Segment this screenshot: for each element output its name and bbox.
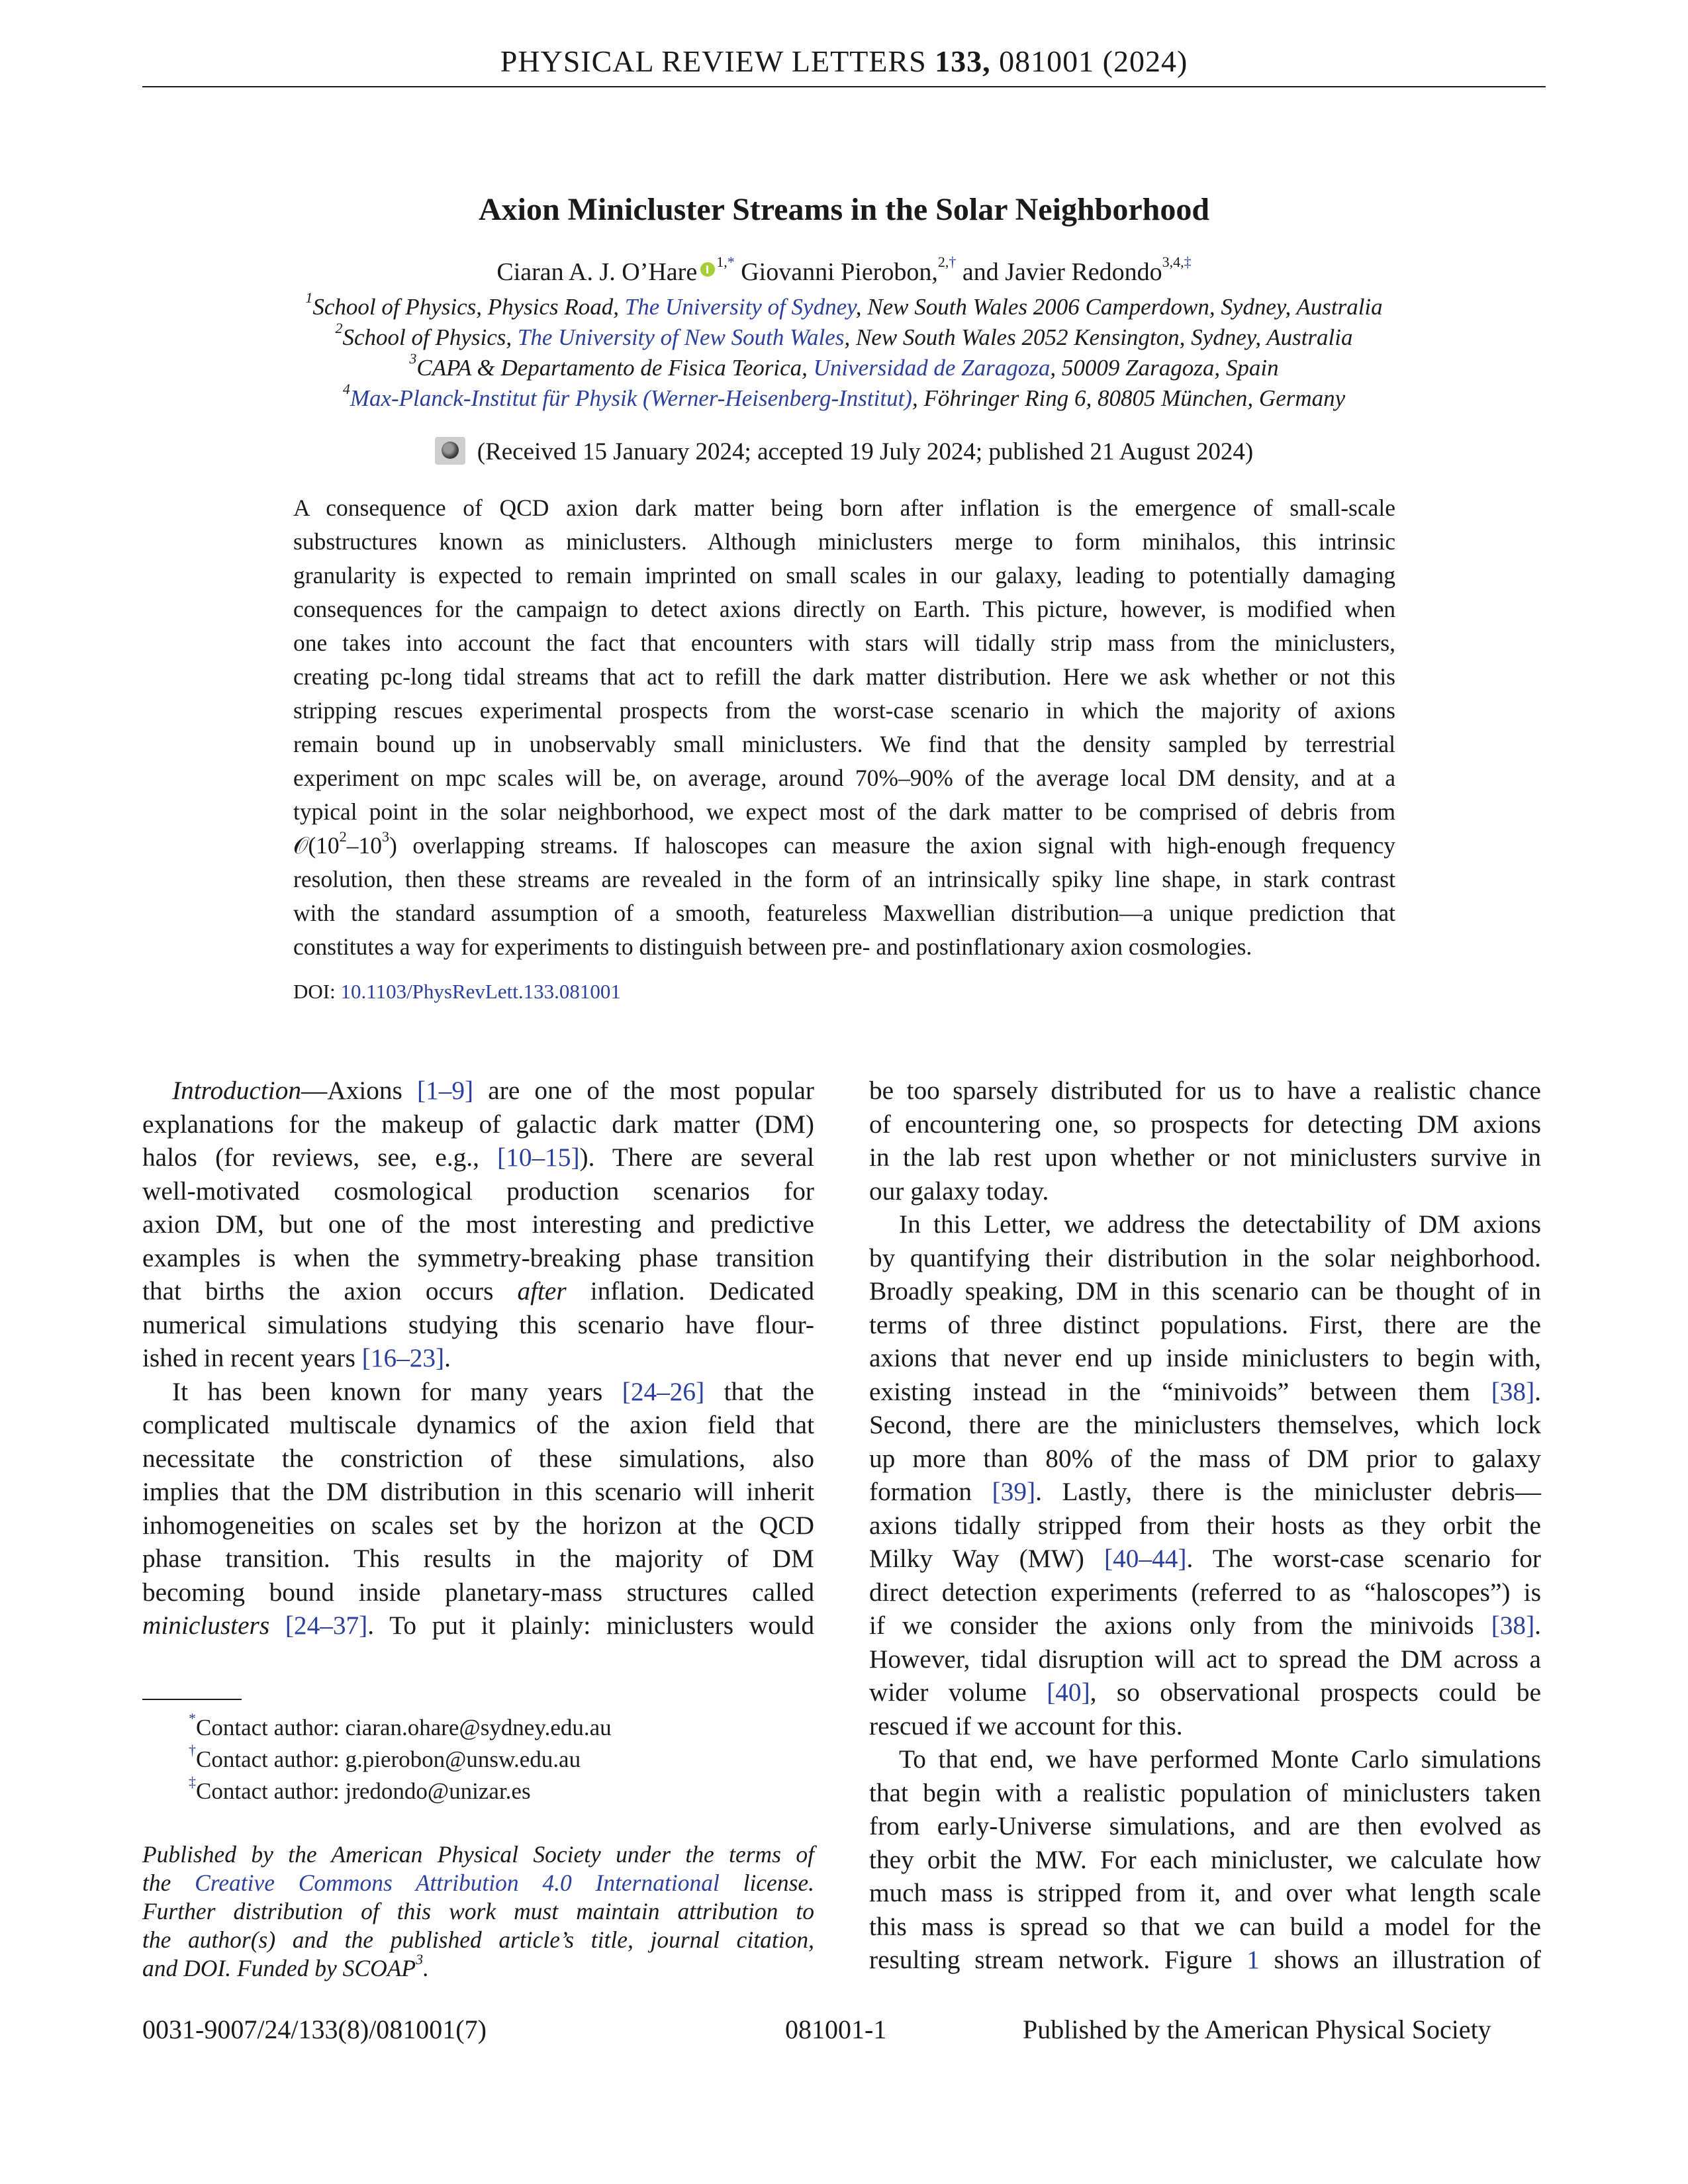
dates-text: (Received 15 January 2024; accepted 19 July 2024; published 21 August 2024) xyxy=(477,438,1254,465)
journal-header xyxy=(142,44,1546,79)
body-text: . Lastly, there is the minicluster debris— xyxy=(1035,1477,1541,1506)
affiliation-text: School of Physics, xyxy=(342,324,512,350)
emphasis: miniclusters xyxy=(142,1611,270,1640)
citation-link[interactable]: [16–23] xyxy=(361,1343,445,1372)
abstract-line: remain bound up in unobservably small miniclusters. We find that the density sampled by terrestrial xyxy=(293,731,1395,757)
body-line xyxy=(142,1609,814,1642)
footnote-mark: ‡ xyxy=(189,1774,196,1790)
section-heading: Introduction xyxy=(172,1076,302,1105)
abstract-line xyxy=(293,829,1395,863)
author-name: Ciaran A. J. O’Hare xyxy=(496,258,698,286)
body-line: up more than 80% of the mass of DM prior to galaxy xyxy=(869,1443,1541,1473)
author-affil-sup: 1, xyxy=(716,254,727,270)
body-line xyxy=(142,1141,814,1174)
body-text: . xyxy=(1534,1376,1541,1406)
body-text: wider volume xyxy=(869,1678,1027,1707)
math-text: 𝒪(10 xyxy=(293,832,340,859)
affiliation-number: 3 xyxy=(409,350,417,367)
citation-link[interactable]: [38] xyxy=(1491,1376,1535,1406)
affiliation-link[interactable]: Max-Planck-Institut für Physik (Werner-Heisenberg-Institut) xyxy=(350,385,912,411)
body-line: To that end, we have performed Monte Carlo simulations xyxy=(899,1744,1541,1774)
footer-publisher: Published by the American Physical Society xyxy=(1023,2015,1491,2044)
license-link[interactable]: Creative Commons Attribution 4.0 International xyxy=(195,1870,720,1896)
author-footnote-link[interactable]: † xyxy=(949,254,957,270)
body-line: examples is when the symmetry-breaking phase transition xyxy=(142,1243,814,1272)
body-text: formation xyxy=(869,1477,972,1506)
header-rule xyxy=(142,86,1546,87)
body-line: by quantifying their distribution in the solar neighborhood. xyxy=(869,1243,1541,1272)
body-line: from early-Universe simulations, and are then evolved as xyxy=(869,1811,1541,1840)
author-footnote-link[interactable]: ‡ xyxy=(1184,254,1192,270)
body-text: . xyxy=(444,1343,451,1372)
body-line xyxy=(142,1341,814,1375)
body-text: . To put it plainly: miniclusters would xyxy=(367,1611,814,1640)
body-line xyxy=(142,1074,814,1108)
body-line: they orbit the MW. For each minicluster, we calculate how xyxy=(869,1844,1541,1874)
body-text: —Axions xyxy=(301,1076,402,1105)
author-footnote-link[interactable]: * xyxy=(727,254,735,270)
affiliation-link[interactable]: Universidad de Zaragoza xyxy=(813,355,1051,381)
body-text: , so observational prospects could be xyxy=(1090,1678,1542,1707)
footnote-mark: * xyxy=(189,1710,196,1727)
footnote-mark: † xyxy=(189,1742,196,1758)
doi-link[interactable]: 10.1103/PhysRevLett.133.081001 xyxy=(340,980,621,1003)
abstract xyxy=(293,491,1395,964)
body-line xyxy=(869,1542,1541,1576)
math-text: –10 xyxy=(346,832,382,859)
footnote-text: Contact author: ciaran.ohare@sydney.edu.au xyxy=(196,1715,612,1740)
doi-label: DOI: xyxy=(293,980,336,1003)
body-text: are one of the most popular xyxy=(488,1076,814,1105)
affiliation-link[interactable]: The University of New South Wales xyxy=(517,324,845,350)
abstract-line: granularity is expected to remain imprinted on small scales in our galaxy, leading to potentially damaging xyxy=(293,562,1395,589)
body-line: inhomogeneities on scales set by the horizon at the QCD xyxy=(142,1510,814,1540)
affiliation-number: 4 xyxy=(342,381,350,397)
body-line xyxy=(869,1676,1541,1709)
article-title: Axion Minicluster Streams in the Solar Neighborhood xyxy=(478,192,1210,227)
body-line: Second, there are the miniclusters themselves, which lock xyxy=(869,1410,1541,1439)
body-text: existing instead in the “minivoids” between them xyxy=(869,1376,1470,1406)
body-line: of encountering one, so prospects for detecting DM axions xyxy=(869,1109,1541,1139)
footnote xyxy=(189,1742,581,1773)
body-line xyxy=(142,1375,814,1409)
abstract-line: experiment on mpc scales will be, on average, around 70%–90% of the average local DM density, and at a xyxy=(293,765,1395,791)
body-line: explanations for the makeup of galactic dark matter (DM) xyxy=(142,1109,814,1139)
affiliation-text: CAPA & Departamento de Fisica Teorica, xyxy=(416,355,808,381)
affiliation xyxy=(142,289,1546,320)
author-list xyxy=(142,254,1546,287)
body-line xyxy=(869,1375,1541,1409)
body-line: axion DM, but one of the most interesting and predictive xyxy=(142,1210,814,1239)
license-text: the xyxy=(142,1870,171,1896)
license-line: the author(s) and the published article’s title, journal citation, xyxy=(142,1926,814,1953)
affiliation xyxy=(142,320,1546,351)
abstract-line: consequences for the campaign to detect axions directly on Earth. This picture, however, is modified when xyxy=(293,596,1395,622)
footnote-text: Contact author: g.pierobon@unsw.edu.au xyxy=(196,1746,581,1772)
body-line: this mass is spread so that we can build a model for the xyxy=(869,1911,1541,1941)
figure-link[interactable]: 1 xyxy=(1246,1945,1260,1974)
abstract-line: substructures known as miniclusters. Although miniclusters merge to form minihalos, this intrinsic xyxy=(293,528,1395,555)
body-line: In this Letter, we address the detectability of DM axions xyxy=(899,1210,1541,1239)
license-line: Published by the American Physical Society under the terms of xyxy=(142,1841,814,1868)
body-text: that the xyxy=(724,1376,814,1406)
affiliation-text: , 50009 Zaragoza, Spain xyxy=(1050,355,1279,381)
emphasis: after xyxy=(517,1276,567,1306)
body-column-left xyxy=(142,1074,814,1642)
abstract-line: A consequence of QCD axion dark matter being born after inflation is the emergence of small-scale xyxy=(293,495,1395,521)
math-sup: 2 xyxy=(339,828,347,845)
body-line xyxy=(869,1475,1541,1509)
license-text: and DOI. Funded by SCOAP xyxy=(142,1955,416,1981)
body-line: However, tidal disruption will act to spread the DM across a xyxy=(869,1644,1541,1674)
license-line xyxy=(142,1869,814,1897)
body-line: well-motivated cosmological production scenarios for xyxy=(142,1176,814,1206)
journal-name: PHYSICAL REVIEW LETTERS xyxy=(500,44,927,78)
affiliation xyxy=(142,350,1546,381)
abstract-line: with the standard assumption of a smooth, featureless Maxwellian distribution—a unique prediction that xyxy=(293,900,1395,926)
body-line: direct detection experiments (referred to as “haloscopes”) is xyxy=(869,1577,1541,1607)
affiliation-text: School of Physics, Physics Road, xyxy=(312,294,620,320)
body-column-right xyxy=(869,1074,1541,1977)
body-text: inflation. Dedicated xyxy=(590,1276,814,1306)
citation-link[interactable]: [38] xyxy=(1491,1611,1535,1640)
license-text: . xyxy=(423,1955,429,1981)
orcid-icon[interactable] xyxy=(700,262,715,277)
body-line: our galaxy today. xyxy=(869,1176,1049,1206)
article-number-year: 081001 (2024) xyxy=(999,44,1188,78)
citation-link[interactable]: [40–44] xyxy=(1104,1544,1187,1573)
citation-link[interactable]: [24–37] xyxy=(285,1611,368,1640)
body-text: halos (for reviews, see, e.g., xyxy=(142,1143,479,1172)
body-line: axions that never end up inside miniclusters to begin with, xyxy=(869,1343,1541,1372)
math-sup: 3 xyxy=(381,828,389,845)
body-line: numerical simulations studying this scenario have flour- xyxy=(142,1309,814,1339)
doi xyxy=(293,980,621,1004)
abstract-line: constitutes a way for experiments to distinguish between pre- and postinflationary axion cosmologies. xyxy=(293,933,1252,960)
footnote-rule xyxy=(142,1699,242,1700)
body-line: be too sparsely distributed for us to have a realistic chance xyxy=(869,1076,1541,1105)
affiliation-text: , Föhringer Ring 6, 80805 München, Germany xyxy=(912,385,1346,411)
journal-volume: 133, xyxy=(935,44,991,78)
body-text: It has been known for many years xyxy=(172,1376,603,1406)
body-line xyxy=(869,1943,1541,1977)
body-line: that begin with a realistic population of miniclusters taken xyxy=(869,1778,1541,1807)
body-text: . The worst-case scenario for xyxy=(1186,1544,1542,1573)
citation-link[interactable]: [40] xyxy=(1047,1678,1090,1707)
citation-link[interactable]: [10–15] xyxy=(497,1143,580,1172)
author-name: Giovanni Pierobon, xyxy=(741,258,938,286)
body-text: Milky Way (MW) xyxy=(869,1544,1084,1573)
body-line: complicated multiscale dynamics of the axion field that xyxy=(142,1410,814,1439)
body-line: Broadly speaking, DM in this scenario can be thought of in xyxy=(869,1276,1541,1306)
affiliation-text: , New South Wales 2052 Kensington, Sydney, Australia xyxy=(844,324,1353,350)
author-affil-sup: 2, xyxy=(937,254,949,270)
citation-link[interactable]: [1–9] xyxy=(417,1076,474,1105)
footer-issn: 0031-9007/24/133(8)/081001(7) xyxy=(142,2015,487,2044)
affiliation xyxy=(142,381,1546,412)
body-text: shows an illustration of xyxy=(1274,1945,1541,1974)
affiliation-number: 2 xyxy=(335,320,343,336)
body-line: phase transition. This results in the majority of DM xyxy=(142,1544,814,1573)
license-text: license. xyxy=(743,1870,815,1896)
body-line: rescued if we account for this. xyxy=(869,1711,1183,1740)
publication-dates xyxy=(142,437,1546,466)
license-sup: 3 xyxy=(416,1951,424,1968)
body-line: much mass is stripped from it, and over what length scale xyxy=(869,1878,1541,1907)
abstract-line: typical point in the solar neighborhood, we expect most of the dark matter to be comprised of debris from xyxy=(293,798,1395,825)
body-text: resulting stream network. Figure xyxy=(869,1945,1233,1974)
body-line: in the lab rest upon whether or not miniclusters survive in xyxy=(869,1143,1541,1172)
abstract-line: creating pc-long tidal streams that act to refill the dark matter distribution. Here we ask whether or not this xyxy=(293,663,1395,690)
body-line: terms of three distinct populations. First, there are the xyxy=(869,1309,1541,1339)
footnote xyxy=(189,1774,531,1805)
license-line: Further distribution of this work must maintain attribution to xyxy=(142,1898,814,1924)
abstract-text: ) overlapping streams. If haloscopes can measure the axion signal with high-enough frequency xyxy=(389,832,1395,859)
body-line: becoming bound inside planetary-mass structures called xyxy=(142,1577,814,1607)
affiliation-text: , New South Wales 2006 Camperdown, Sydney, Australia xyxy=(855,294,1383,320)
body-line: implies that the DM distribution in this scenario will inherit xyxy=(142,1477,814,1506)
body-line: axions tidally stripped from their hosts as they orbit the xyxy=(869,1510,1541,1540)
body-line: necessitate the constriction of these simulations, also xyxy=(142,1443,814,1473)
citation-link[interactable]: [39] xyxy=(992,1477,1036,1506)
body-text: . xyxy=(1534,1611,1541,1640)
body-text: that births the axion occurs xyxy=(142,1276,494,1306)
affiliation-link[interactable]: The University of Sydney xyxy=(624,294,856,320)
citation-link[interactable]: [24–26] xyxy=(622,1376,705,1406)
body-text: ished in recent years xyxy=(142,1343,355,1372)
license-statement xyxy=(142,1840,814,1983)
body-text: ). There are several xyxy=(579,1143,815,1172)
affiliation-number: 1 xyxy=(305,289,313,306)
abstract-line: resolution, then these streams are revealed in the form of an intrinsically spiky line shape, in stark contrast xyxy=(293,866,1395,892)
author-name: and Javier Redondo xyxy=(962,258,1162,286)
author-affil-sup: 3,4, xyxy=(1162,254,1184,270)
abstract-line: stripping rescues experimental prospects from the worst-case scenario in which the majority of axions xyxy=(293,697,1395,724)
body-line xyxy=(142,1274,814,1308)
body-line xyxy=(869,1609,1541,1642)
abstract-line: one takes into account the fact that encounters with stars will tidally strip mass from the miniclusters, xyxy=(293,630,1395,656)
body-text: if we consider the axions only from the minivoids xyxy=(869,1611,1474,1640)
license-line xyxy=(142,1951,814,1983)
footnote xyxy=(189,1710,612,1741)
footer-page-number: 081001-1 xyxy=(785,2015,887,2044)
check-for-updates-icon[interactable] xyxy=(435,437,465,465)
footnote-text: Contact author: jredondo@unizar.es xyxy=(196,1778,531,1804)
